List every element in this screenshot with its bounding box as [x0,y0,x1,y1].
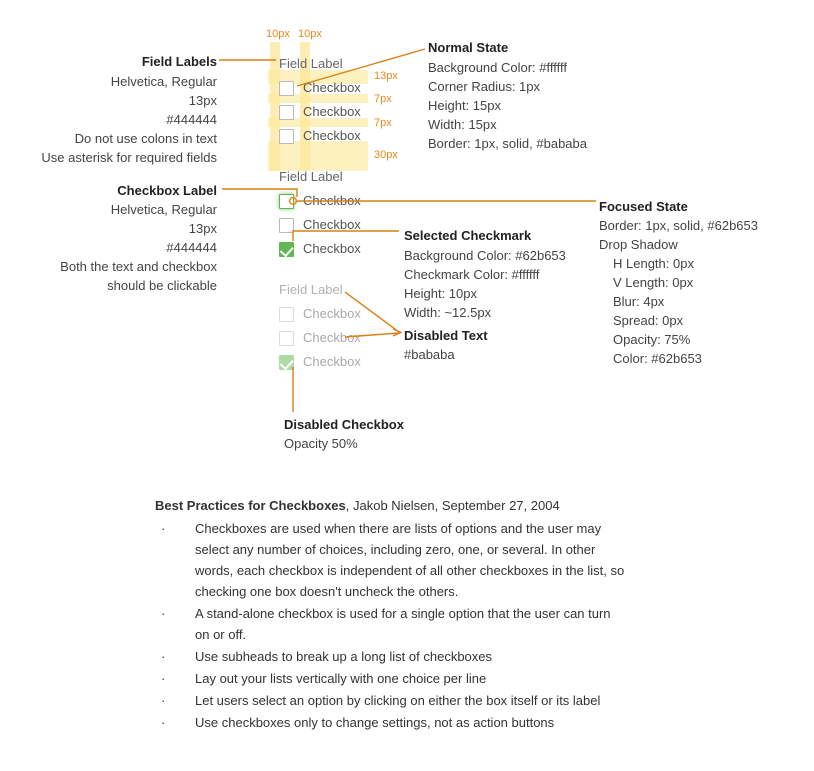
annotation-normal-state-title: Normal State [428,40,509,55]
list-item [155,646,625,667]
best-practices-list [155,518,625,733]
annotation-focused-state-shadow-line: Opacity: 75% [613,332,691,347]
measure-13px: 13px [374,70,398,82]
checkbox-label: Checkbox [303,354,361,369]
checkbox-label[interactable]: Checkbox [303,128,361,143]
annotation-normal-state-line: Corner Radius: 1px [428,79,540,94]
annotation-checkbox-label-line: Helvetica, Regular [110,202,217,217]
annotation-checkbox-label-line: #444444 [166,240,217,255]
annotation-focused-state-shadow-line: Color: #62b653 [613,351,702,366]
bullet-icon: · [161,521,166,536]
annotation-checkbox-label-title: Checkbox Label [117,183,217,198]
annotation-focused-state-shadow-line: Blur: 4px [613,294,665,309]
list-item [155,668,625,689]
measure-top-right: 10px [298,28,322,40]
checkbox-group-disabled [279,282,361,373]
checkbox-normal-1[interactable] [279,81,294,96]
annotation-field-labels-title: Field Labels [141,54,217,69]
annotation-checkbox-label-line: 13px [188,221,217,236]
checkbox-disabled-3 [279,355,294,370]
best-practices-heading-bold: Best Practices for Checkboxes [155,498,346,513]
checkbox-disabled-1 [279,307,294,322]
annotation-normal-state-line: Background Color: #ffffff [428,60,568,75]
annotation-selected-checkmark-line: Width: ~12.5px [404,305,492,320]
annotation-normal-state-line: Height: 15px [428,98,501,113]
list-item-text: Use subheads to break up a long list of checkboxes [195,649,493,664]
checkbox-label[interactable]: Checkbox [303,241,361,256]
list-item-text: Checkboxes are used when there are lists of options and the user may select any number of choices, including zero, one, or several. In other words, each checkbox is independent of all other checkboxes in the list, so checking one box doesn't uncheck the others. [195,521,625,599]
checkbox-row[interactable] [279,77,361,99]
list-item [155,518,625,602]
list-item-text: Let users select an option by clicking on either the box itself or its label [195,693,601,708]
checkbox-group-states [279,169,361,260]
field-label-states: Field Label [279,169,343,184]
checkbox-checked[interactable] [279,242,294,257]
annotation-field-labels-line: Use asterisk for required fields [41,150,217,165]
checkbox-focused[interactable] [279,194,294,209]
checkbox-label: Checkbox [303,330,361,345]
annotation-disabled-checkbox-title: Disabled Checkbox [284,417,404,432]
best-practices-section [155,496,625,734]
annotation-focused-state-border: Border: 1px, solid, #62b653 [599,218,758,233]
annotation-checkbox-label-line: should be clickable [107,278,217,293]
checkbox-label[interactable]: Checkbox [303,80,361,95]
checkbox-row[interactable] [279,101,361,123]
leader-arrowhead [393,329,401,336]
annotation-focused-state-shadow-line: H Length: 0px [613,256,694,271]
annotation-focused-state-shadow-line: V Length: 0px [613,275,694,290]
checkbox-group-normal [279,56,361,147]
measure-30px: 30px [374,149,398,161]
measure-7px-a: 7px [374,93,392,105]
bullet-icon: · [161,693,166,708]
checkbox-normal-4[interactable] [279,218,294,233]
list-item [155,712,625,733]
list-item [155,603,625,645]
annotation-field-labels-line: #444444 [166,112,217,127]
checkbox-row[interactable] [279,214,361,236]
best-practices-heading-rest: , Jakob Nielsen, September 27, 2004 [345,498,560,513]
annotation-checkbox-label-line: Both the text and checkbox [60,259,217,274]
checkbox-row [279,303,361,325]
checkbox-disabled-2 [279,331,294,346]
bullet-icon: · [161,671,166,686]
bullet-icon: · [161,649,166,664]
checkbox-normal-2[interactable] [279,105,294,120]
annotation-disabled-text-title: Disabled Text [404,328,488,343]
annotation-field-labels-line: Do not use colons in text [74,131,217,146]
checkbox-label[interactable]: Checkbox [303,104,361,119]
annotation-disabled-text-line: #bababa [404,347,455,362]
annotation-focused-state-title: Focused State [599,199,688,214]
annotation-selected-checkmark-line: Background Color: #62b653 [404,248,566,263]
checkbox-normal-3[interactable] [279,129,294,144]
annotation-field-labels-line: 13px [188,93,217,108]
list-item [155,690,625,711]
list-item-text: Lay out your lists vertically with one choice per line [195,671,487,686]
bullet-icon: · [161,715,166,730]
field-label-disabled: Field Label [279,282,343,297]
checkbox-row [279,327,361,349]
bullet-icon: · [161,606,166,621]
best-practices-heading [155,496,625,515]
checkbox-label[interactable]: Checkbox [303,193,361,208]
measure-7px-b: 7px [374,117,392,129]
annotation-focused-state-shadow-line: Spread: 0px [613,313,684,328]
annotation-disabled-checkbox-line: Opacity 50% [284,436,358,451]
list-item-text: A stand-alone checkbox is used for a single option that the user can turn on or off. [195,606,611,642]
checkbox-row [279,351,361,373]
checkbox-label: Checkbox [303,306,361,321]
checkbox-label[interactable]: Checkbox [303,217,361,232]
checkbox-row[interactable] [279,238,361,260]
annotation-selected-checkmark-line: Height: 10px [404,286,477,301]
annotation-normal-state-line: Border: 1px, solid, #bababa [428,136,587,151]
annotation-selected-checkmark-line: Checkmark Color: #ffffff [404,267,540,282]
list-item-text: Use checkboxes only to change settings, not as action buttons [195,715,555,730]
field-label-normal: Field Label [279,56,343,71]
annotation-selected-checkmark-title: Selected Checkmark [404,228,532,243]
checkbox-row[interactable] [279,190,361,212]
annotation-normal-state-line: Width: 15px [428,117,497,132]
checkbox-row[interactable] [279,125,361,147]
measure-top-left: 10px [266,28,290,40]
annotation-field-labels-line: Helvetica, Regular [110,74,217,89]
annotation-focused-state-shadow-title: Drop Shadow [599,237,678,252]
